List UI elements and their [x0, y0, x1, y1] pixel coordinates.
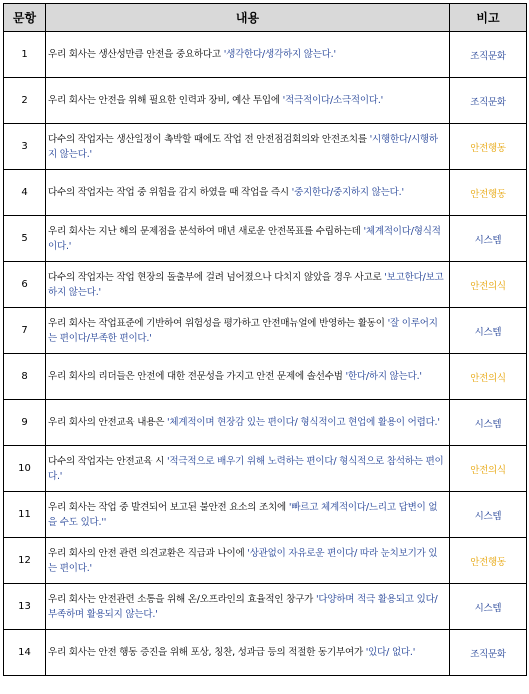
question-content [46, 216, 450, 262]
question-number: 3 [4, 124, 46, 170]
question-number: 8 [4, 354, 46, 400]
question-stem: 우리 회사는 안전을 위해 필요한 인력과 장비, 예산 투입에 [48, 95, 283, 106]
category-note: 조직문화 [450, 32, 527, 78]
question-stem: 우리 회사의 리더들은 안전에 대한 전문성을 가지고 안전 문제에 솔선수범 [48, 371, 346, 382]
question-choice: '잘 이루어지는 편이다/부족한 편이다.' [48, 317, 438, 344]
table-row [4, 308, 527, 354]
question-number: 5 [4, 216, 46, 262]
header-note: 비고 [450, 4, 527, 32]
category-note: 시스템 [450, 584, 527, 630]
question-choice: '빠르고 체계적이다/느리고 답변이 없을 수도 있다.'' [48, 501, 438, 528]
question-stem: 다수의 작업자는 작업 중 위험을 감지 하였을 때 작업을 즉시 [48, 187, 292, 198]
question-stem: 다수의 작업자는 생산일정이 촉박할 때에도 작업 전 안전점검회의와 안전조치를 [48, 133, 370, 145]
table-row [4, 584, 527, 630]
category-note: 조직문화 [450, 630, 527, 676]
question-number: 10 [4, 446, 46, 492]
header-content: 내용 [46, 4, 450, 32]
question-content [46, 400, 450, 446]
question-content [46, 124, 450, 170]
question-stem: 우리 회사는 생산성만큼 안전을 중요하다고 [48, 49, 224, 60]
question-stem: 우리 회사는 작업표준에 기반하여 위험성을 평가하고 안전매뉴얼에 반영하는 활동이 [48, 317, 388, 329]
table-body [4, 32, 527, 676]
question-number: 6 [4, 262, 46, 308]
question-content [46, 492, 450, 538]
question-content [46, 630, 450, 676]
question-number: 7 [4, 308, 46, 354]
category-note: 시스템 [450, 308, 527, 354]
question-content [46, 446, 450, 492]
question-choice: '있다/ 없다.' [365, 647, 416, 658]
category-note: 안전행동 [450, 538, 527, 584]
table-row [4, 400, 527, 446]
question-number: 1 [4, 32, 46, 78]
category-note: 시스템 [450, 216, 527, 262]
header-number: 문항 [4, 4, 46, 32]
table-row [4, 216, 527, 262]
table-header [4, 4, 527, 32]
question-choice: '한다/하지 않는다.' [345, 371, 422, 382]
question-number: 2 [4, 78, 46, 124]
question-number: 12 [4, 538, 46, 584]
table-row [4, 354, 527, 400]
table-row [4, 32, 527, 78]
question-stem: 우리 회사의 안전교육 내용은 [48, 417, 168, 428]
question-stem: 우리 회사의 안전 관련 의견교환은 직급과 나이에 [48, 547, 248, 559]
question-number: 11 [4, 492, 46, 538]
question-content [46, 584, 450, 630]
question-number: 4 [4, 170, 46, 216]
table-row [4, 446, 527, 492]
question-choice: '시행한다/시행하지 않는다.' [48, 133, 438, 160]
question-content [46, 354, 450, 400]
question-choice: '중지한다/중지하지 않는다.' [291, 187, 404, 198]
survey-table [3, 3, 527, 676]
category-note: 시스템 [450, 400, 527, 446]
question-stem: 우리 회사는 작업 중 발견되어 보고된 불안전 요소의 조치에 [48, 501, 289, 513]
question-content [46, 262, 450, 308]
table-row [4, 538, 527, 584]
question-stem: 우리 회사는 안전관련 소통을 위해 온/오프라인의 효율적인 창구가 [48, 593, 316, 605]
table-row [4, 170, 527, 216]
category-note: 시스템 [450, 492, 527, 538]
category-note: 안전행동 [450, 124, 527, 170]
question-choice: '생각한다/생각하지 않는다.' [223, 49, 336, 60]
question-choice: '적극적으로 배우기 위해 노력하는 편이다/ 형식적으로 참석하는 편이다.' [48, 455, 444, 482]
question-content [46, 32, 450, 78]
header-row [4, 4, 527, 32]
question-stem: 우리 회사는 안전 행동 증진을 위해 포상, 칭찬, 성과급 등의 적절한 동기부여가 [48, 647, 366, 658]
question-stem: 우리 회사는 지난 해의 문제점을 분석하여 매년 새로운 안전목표를 수립하는데 [48, 225, 364, 237]
category-note: 안전의식 [450, 262, 527, 308]
table-row [4, 492, 527, 538]
question-stem: 다수의 작업자는 작업 현장의 돌출부에 걸려 넘어졌으나 다치지 않았을 경우 사고로 [48, 271, 385, 283]
question-number: 14 [4, 630, 46, 676]
table-row [4, 630, 527, 676]
question-number: 9 [4, 400, 46, 446]
question-stem: 다수의 작업자는 안전교육 시 [48, 455, 168, 467]
category-note: 안전의식 [450, 446, 527, 492]
question-choice: '체계적이며 현장감 있는 편이다/ 형식적이고 현업에 활용이 어렵다.' [167, 417, 440, 428]
table-row [4, 124, 527, 170]
question-content [46, 170, 450, 216]
category-note: 조직문화 [450, 78, 527, 124]
category-note: 안전의식 [450, 354, 527, 400]
table-row [4, 78, 527, 124]
question-choice: '상관없이 자유로운 편이다/ 따라 눈치보기가 있는 편이다.' [48, 547, 438, 574]
question-content [46, 538, 450, 584]
question-choice: '적극적이다/소극적이다.' [282, 95, 384, 106]
category-note: 안전행동 [450, 170, 527, 216]
table-row [4, 262, 527, 308]
question-choice: '체계적이다/형식적이다.' [48, 225, 441, 252]
question-content [46, 78, 450, 124]
question-content [46, 308, 450, 354]
question-choice: '다양하며 적극 활용되고 있다/ 부족하며 활용되지 않는다.' [48, 593, 438, 620]
question-number: 13 [4, 584, 46, 630]
question-choice: '보고한다/보고하지 않는다.' [48, 271, 444, 298]
